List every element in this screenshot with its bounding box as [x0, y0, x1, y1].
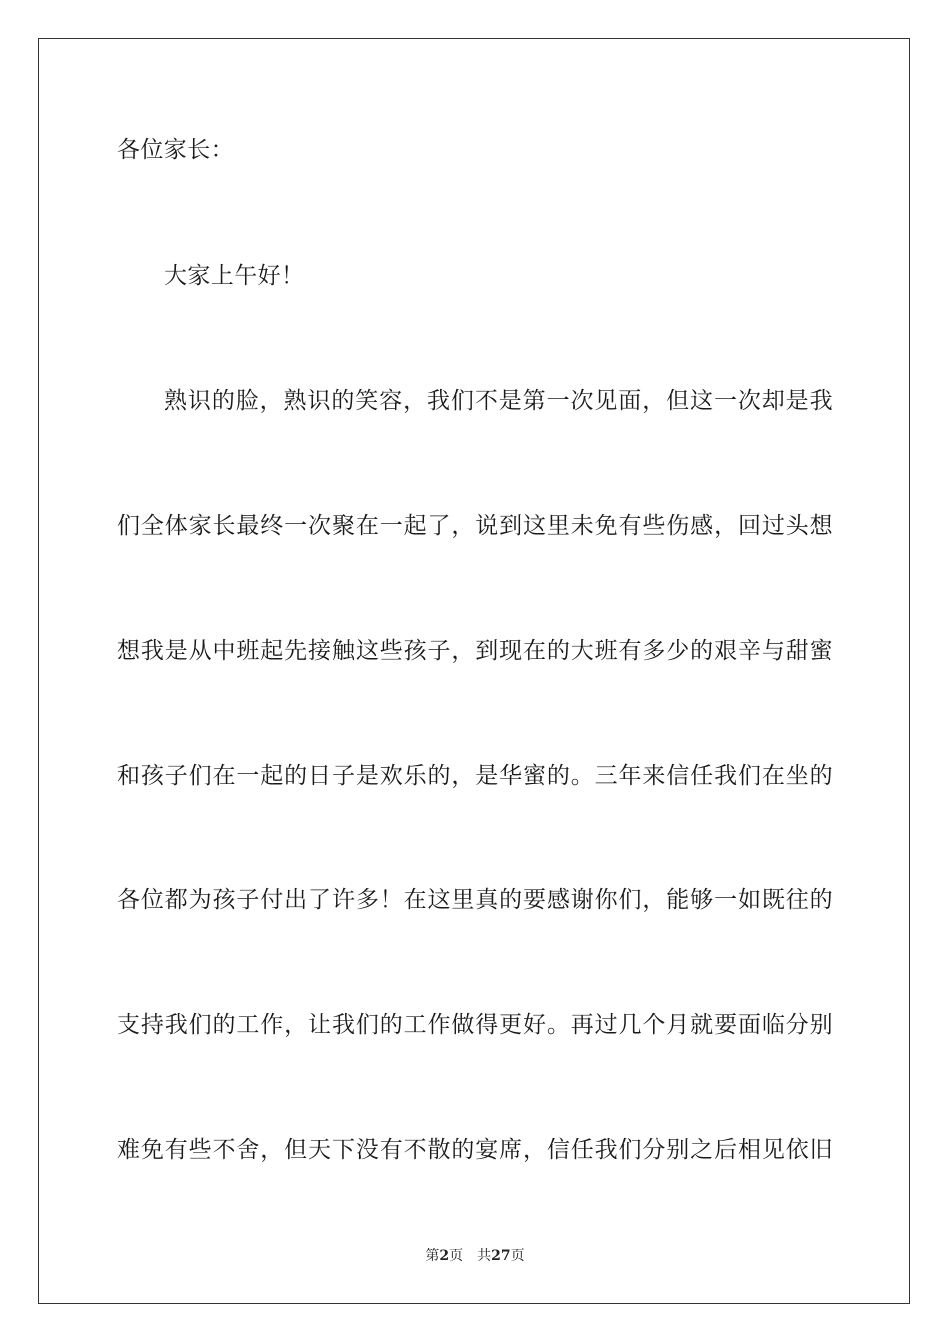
paragraph-line: 熟识的脸，熟识的笑容，我们不是第一次见面，但这一次却是我 — [164, 388, 833, 414]
page-prefix: 第 — [425, 1248, 440, 1264]
paragraph-line: 各位都为孩子付出了许多！在这里真的要感谢你们，能够一如既往的 — [117, 887, 833, 913]
total-prefix: 共 — [477, 1248, 492, 1264]
total-pages: 27 — [491, 1248, 511, 1264]
page-suffix: 页 — [449, 1248, 464, 1264]
paragraph-line: 和孩子们在一起的日子是欢乐的，是华蜜的。三年来信任我们在坐的 — [117, 763, 833, 789]
greeting: 大家上午好！ — [164, 263, 305, 289]
paragraph-line: 难免有些不舍，但天下没有不散的宴席，信任我们分别之后相见依旧 — [117, 1137, 833, 1163]
paragraph-line: 们全体家长最终一次聚在一起了，说到这里未免有些伤感，回过头想 — [117, 513, 833, 539]
total-suffix: 页 — [510, 1248, 525, 1264]
page-footer — [0, 1247, 950, 1265]
page-border — [38, 38, 910, 1304]
salutation: 各位家长： — [117, 137, 234, 163]
paragraph-line: 想我是从中班起先接触这些孩子，到现在的大班有多少的艰辛与甜蜜 — [117, 638, 833, 664]
paragraph-line: 支持我们的工作，让我们的工作做得更好。再过几个月就要面临分别 — [117, 1012, 833, 1038]
page-number: 2 — [439, 1248, 450, 1264]
